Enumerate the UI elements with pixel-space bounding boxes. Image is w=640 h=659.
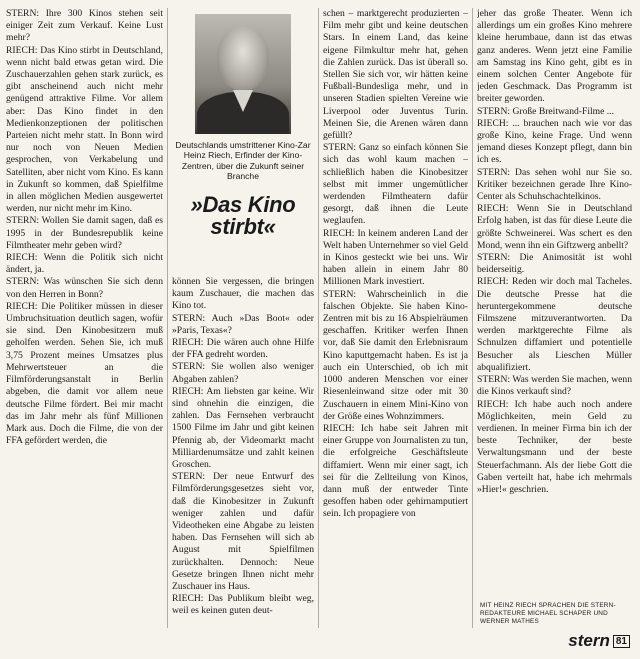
portrait-photo <box>195 14 291 134</box>
page-footer <box>568 631 630 651</box>
paragraph: STERN: Ihre 300 Kinos stehen seit einiger Zeit zum Verkauf. Keine Lust mehr? <box>6 8 163 44</box>
article-column-3 <box>323 8 468 628</box>
paragraph: RIECH: Wenn die Politik sich nicht ändert, ja. <box>6 252 163 276</box>
paragraph: RIECH: In keinem anderen Land der Welt haben Unternehmer so viel Geld in Kinos gesteckt wie bei uns. Wir haben allein in einem Jahr 80 Millionen Mark investiert. <box>323 227 468 288</box>
paragraph: RIECH: Das Publikum bleibt weg, weil es keinen guten deut- <box>172 593 314 617</box>
paragraph: schen – marktgerecht produzierten – Film mehr gibt und keine deutschen Stars. In einem Land, das keine eigene Filmkultur mehr hat, gehen die Zahlen zurück. Das ist überall so. Stellen Sie sich vor, wir hätten keine Fußball-Bundesliga mehr, und in unseren Stadien spielten Vereine wie Liverpool oder Juventus Turin. Meinen Sie, die Arenen wären dann gefüllt? <box>323 8 468 142</box>
paragraph: STERN: Auch »Das Boot« oder »Paris, Texas«? <box>172 312 314 336</box>
paragraph: RIECH: Das Kino stirbt in Deutschland, wenn nicht bald etwas getan wird. Die Zuschauerzahlen gehen stark zurück, es gibt anscheinend auch nicht mehr genügend attraktive Filme. Vor allem aber: Das Kino findet in den Medienkonzeptionen der politischen Parteien nicht mehr statt. In Bonn wird nur noch von Neuen Medien gesprochen, von Verkabelung und Satelliten, aber nicht vom Kino. Es kann in Zukunft so kommen, daß Spielfilme in allen möglichen Medien ausgewertet werden, nur nicht mehr im Kino. <box>6 44 163 215</box>
paragraph: STERN: Was wünschen Sie sich denn von den Herren in Bonn? <box>6 276 163 300</box>
column-divider <box>167 8 168 628</box>
paragraph: STERN: Sie wollen also weniger Abgaben zahlen? <box>172 361 314 385</box>
paragraph: RIECH: Wenn Sie in Deutschland Erfolg haben, ist das für diese Leute die größte Schweinerei. Was schert es den Mond, wenn ihn ein Giftzwerg anbellt? <box>477 203 632 251</box>
paragraph: STERN: Wollen Sie damit sagen, daß es 1995 in der Bundesrepublik keine Filmtheater mehr geben wird? <box>6 215 163 251</box>
headline: »Das Kino stirbt« <box>190 191 296 239</box>
paragraph: STERN: Der neue Entwurf des Filmförderungsgesetzes sieht vor, daß die Kinobesitzer in Zukunft weniger zahlen und dafür Videotheken eine Abgabe zu leisten haben. Das Fernsehen will sich ab August mit Spielfilmen zurückhalten. Dennoch: Neue Gesetze bringen Ihnen nicht mehr Zuschauer ins Haus. <box>172 471 314 593</box>
article-column-4 <box>477 8 632 590</box>
paragraph: STERN: Wahrscheinlich in die falschen Objekte. Sie haben Kino-Zentren mit bis zu 16 Abspielräumen geschaffen. Kritiker werfen Ihnen vor, daß Sie damit den Erlebnisraum Kino kaputtgemacht haben. Es ist ja auch ein Unterschied, ob ich mit 1000 anderen Menschen vor einer Riesenleinwand sitze oder mit 30 Zuschauern in einem Mini-Kino von der Größe eines Wohnzimmers. <box>323 288 468 422</box>
paragraph: RIECH: Ich habe seit Jahren mit einer Gruppe von Journalisten zu tun, die erfolgreiche Geschäftsleute diffamiert. Wenn mir einer sagt, ich sei für die Zellteilung von Kinos, dann muß der entweder Tinte gesoffen haben oder gehirnamputiert sein. Ich propagiere von <box>323 422 468 520</box>
photo-caption: Deutschlands umstrittener Kino-Zar Heinz Riech, Erfinder der Kino-Zentren, über die Zukunft seiner Branche <box>175 140 311 182</box>
paragraph: jeher das große Theater. Wenn ich allerdings um ein großes Kino mehrere kleine herumbaue, dann ist das etwas ganz anderes. Wenn jetzt eine Familie am Samstag ins Kino geht, gibt es in einem solchen Center Angebote für jeden Geschmack. Das Programm ist breiter geworden. <box>477 8 632 105</box>
paragraph: STERN: Das sehen wohl nur Sie so. Kritiker bezeichnen gerade Ihre Kino-Center als Schuhschachtelkinos. <box>477 166 632 203</box>
paragraph: STERN: Ganz so einfach können Sie sich das wohl kaum machen – schließlich haben die Kinobesitzer selbst mit immer ungemütlicher werdenden Filmtheatern dafür gesorgt, daß ihnen die Leute weglaufen. <box>323 142 468 227</box>
paragraph: RIECH: Ich habe auch noch andere Möglichkeiten, mein Geld zu verdienen. In meiner Firma bin ich der beste Techniker, der beste Verwaltungsmann und der beste Steuerfachmann. Als der liebe Gott die Gaben verteilt hat, habe ich mehrmals »Hier!« geschrien. <box>477 398 632 495</box>
paragraph: STERN: Große Breitwand-Filme ... <box>477 105 614 117</box>
column-divider <box>472 8 473 628</box>
page-number: 81 <box>613 635 630 648</box>
paragraph: RIECH: Reden wir doch mal Tacheles. Die deutsche Presse hat die heruntergekommene deutsche Filmszene mitzuverantworten. Da werden marktgerechte Filme als Schnulzen diffamiert und potentielle Besucher als Lieschen Müller abqualifiziert. <box>477 276 632 373</box>
paragraph: können Sie vergessen, die bringen kaum Zuschauer, die machen das Kino tot. <box>172 276 314 312</box>
paragraph: RIECH: Die Politiker müssen in dieser Umbruchsituation deutlich sagen, wofür sie sind. Den Kinobesitzern muß geholfen werden. Sehen Sie, ich muß 3,75 Prozent meines Umsatzes plus Mehrwertsteuer an die Filmförderungsanstalt in Berlin abgeben, die damit vor allem neue deutsche Filme fördert. Bei mir macht das im Jahr mehr als fünf Millionen Mark aus. Doch die Filme, die von der FFA gefördert werden, die <box>6 300 163 447</box>
paragraph: STERN: Was werden Sie machen, wenn die Kinos verkauft sind? <box>477 374 632 398</box>
paragraph: RIECH: Am liebsten gar keine. Wir sind ohnehin die einzigen, die zahlen. Das Fernsehen verbraucht 1500 Filme im Jahr und gibt keinen Pfennig ab, der Videomarkt macht Milliardenumsätze und zahlt keinen Groschen. <box>172 385 314 471</box>
paragraph: RIECH: ... brauchen nach wie vor das große Kino, keine Frage. Und wenn jemand dieses Konzept pflegt, dann bin ich es. <box>477 117 632 166</box>
article-column-1 <box>6 8 163 628</box>
paragraph: STERN: Die Animosität ist wohl beiderseitig. <box>477 252 632 276</box>
stern-logo: stern <box>568 631 610 650</box>
interview-credit: MIT HEINZ RIECH SPRACHEN DIE STERN-REDAKTEURE MICHAEL SCHAPER UND WERNER MATHES <box>480 602 616 626</box>
photo-block <box>172 8 314 238</box>
article-column-2 <box>172 276 314 628</box>
paragraph: RIECH: Die wären auch ohne Hilfe der FFA gedreht worden. <box>172 337 314 361</box>
column-divider <box>318 8 319 628</box>
